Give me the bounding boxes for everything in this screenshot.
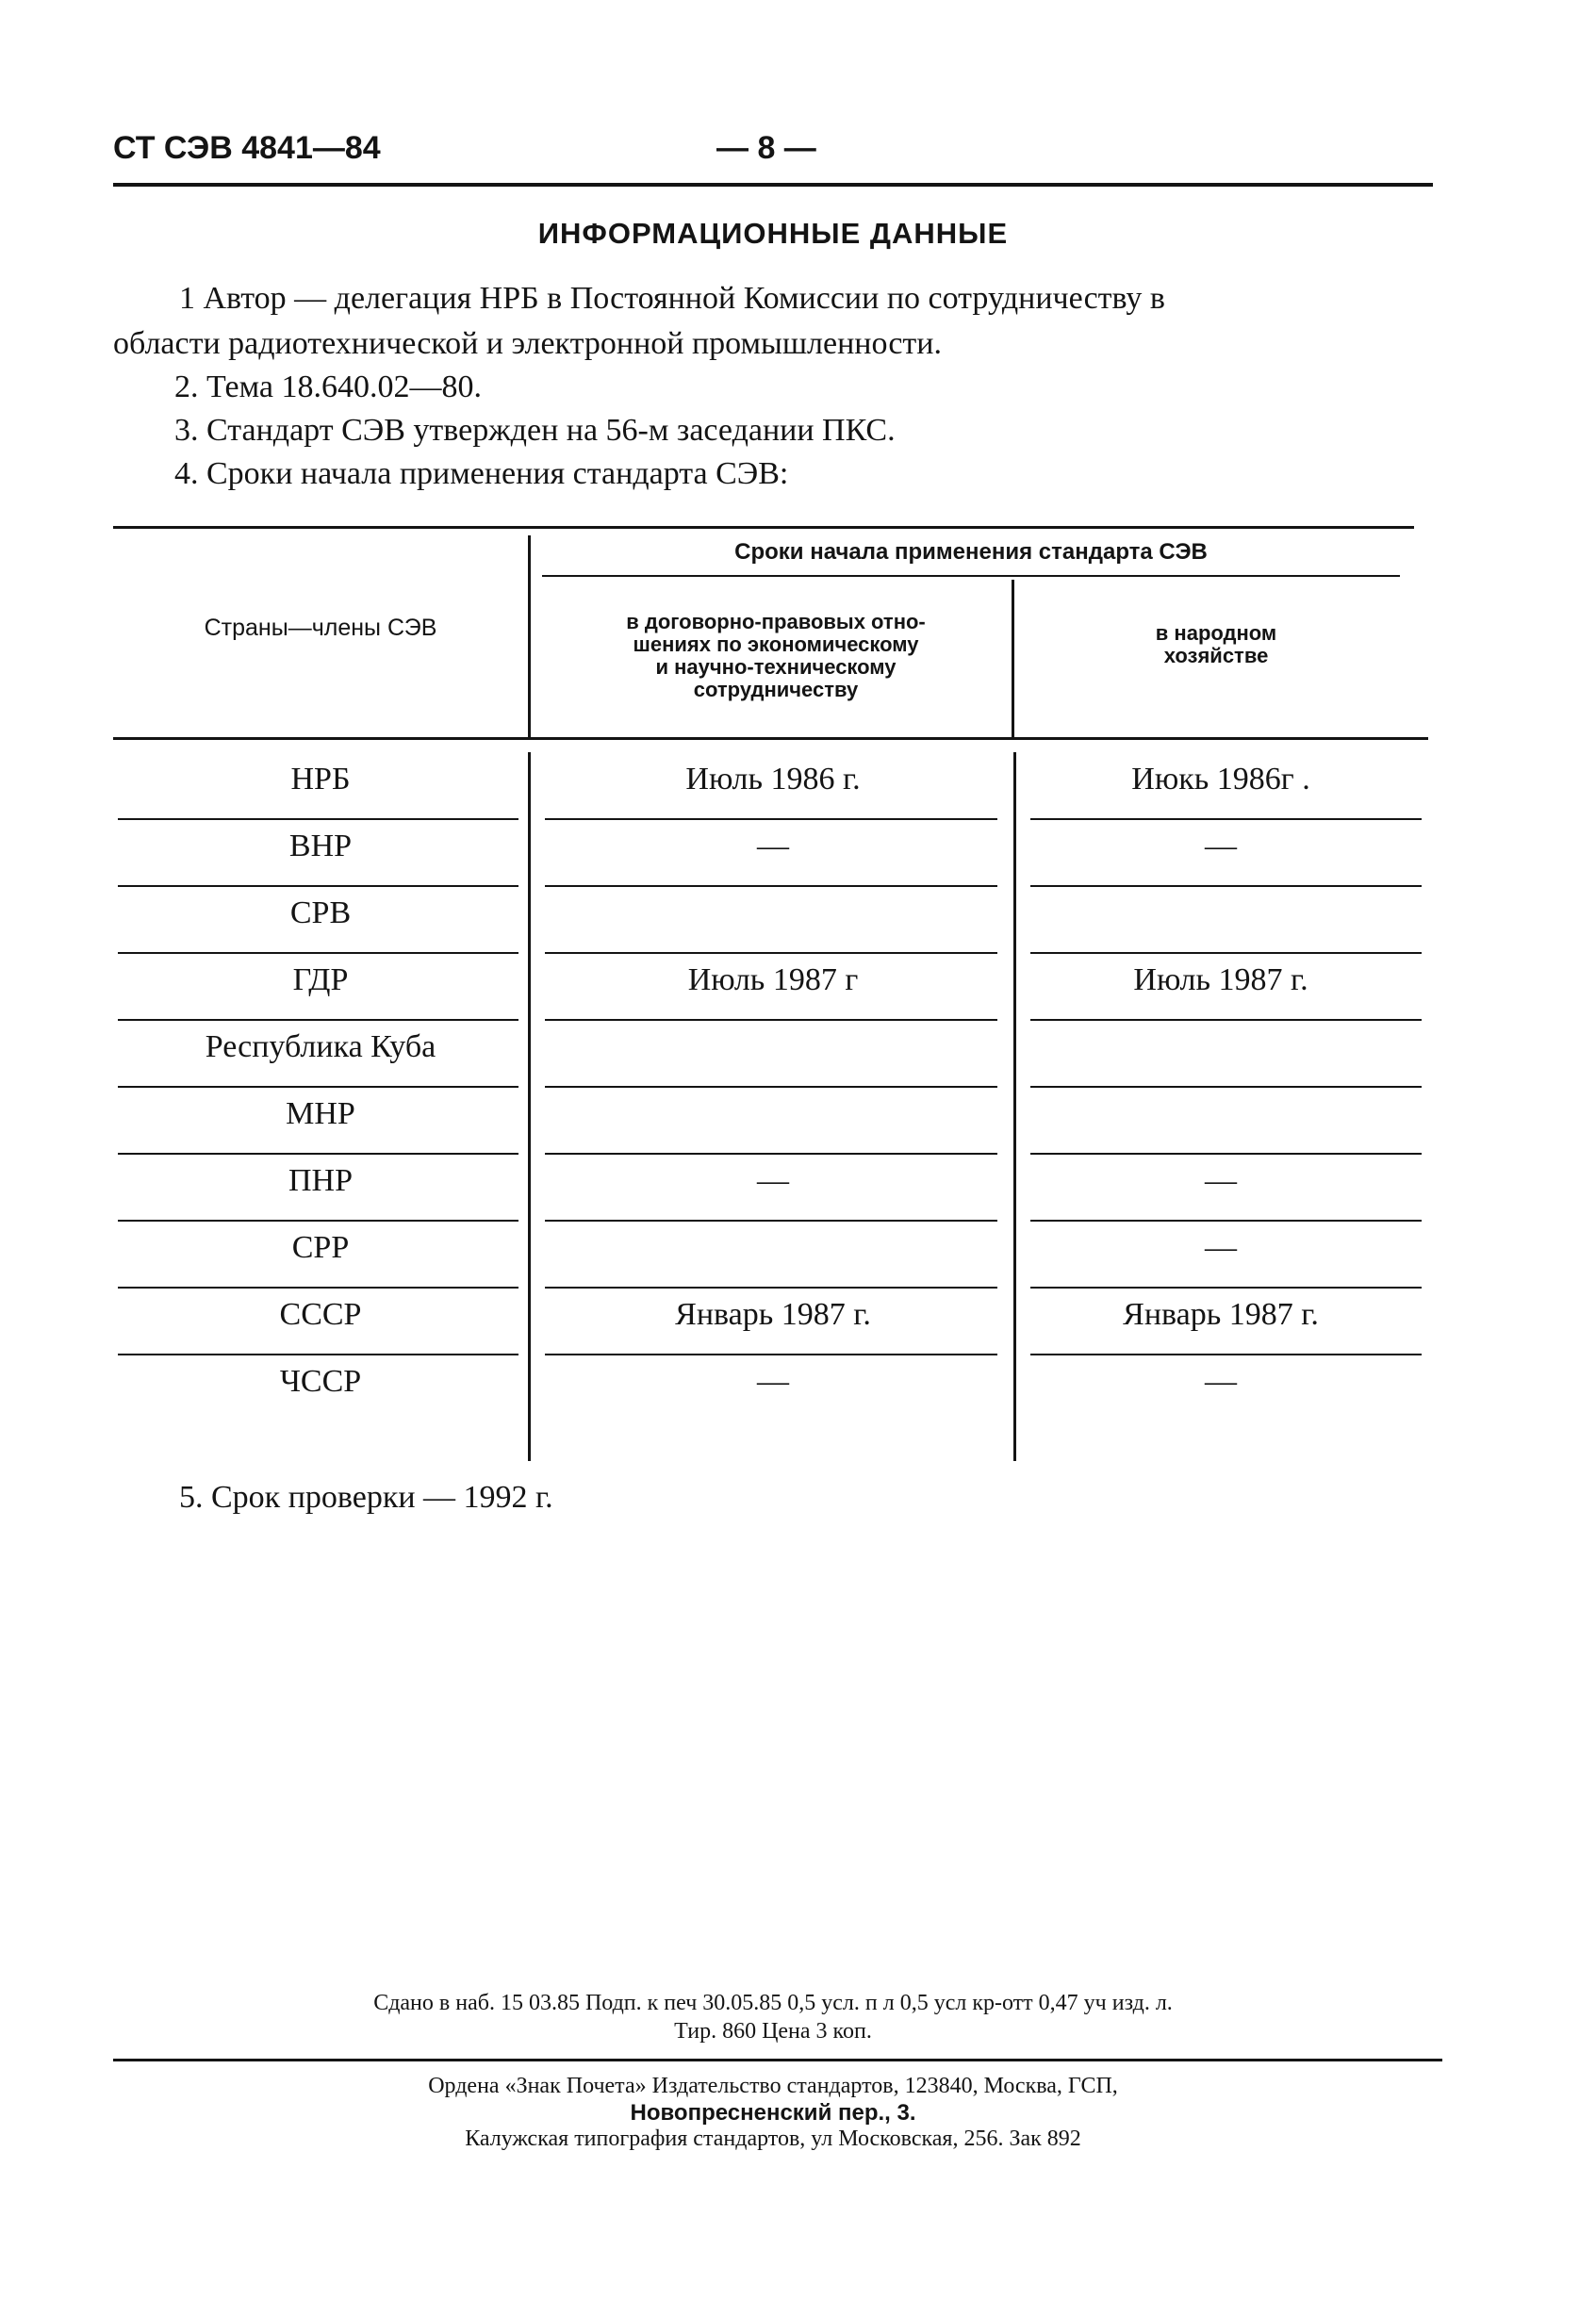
cell-economy: Январь 1987 г.	[1123, 1297, 1319, 1332]
imprint-line-2: Тир. 860 Цена 3 коп.	[674, 2019, 872, 2044]
cell-country: НРБ	[290, 762, 351, 796]
row-rule	[545, 1086, 997, 1088]
row-rule	[1030, 1354, 1422, 1355]
row-rule	[1030, 1287, 1422, 1289]
row-rule	[545, 1153, 997, 1155]
cell-economy: —	[1205, 1364, 1237, 1399]
row-rule	[118, 818, 518, 820]
cell-country: ЧССР	[279, 1364, 362, 1399]
row-rule	[118, 952, 518, 954]
table-vline	[1013, 752, 1016, 1461]
cell-contract: Июль 1987 г	[687, 962, 859, 997]
cell-contract: —	[757, 829, 789, 863]
cell-country: ГДР	[292, 962, 349, 997]
row-rule	[1030, 952, 1422, 954]
row-rule	[118, 1354, 518, 1355]
row-rule	[545, 952, 997, 954]
imprint-rule	[113, 2059, 1442, 2061]
section-title: ИНФОРМАЦИОННЫЕ ДАННЫЕ	[537, 217, 1009, 250]
row-rule	[545, 1354, 997, 1355]
column-header-contract: в договорно-правовых отно- шениях по экономическому и научно-техническому сотрудничеству	[626, 610, 926, 701]
cell-contract: Январь 1987 г.	[675, 1297, 871, 1332]
imprint-line-3: Ордена «Знак Почета» Издательство стандартов, 123840, Москва, ГСП,	[428, 2074, 1118, 2098]
cell-contract: —	[757, 1163, 789, 1198]
cell-economy: Июкь 1986г .	[1131, 762, 1310, 796]
document-id: СТ СЭВ 4841—84	[113, 130, 381, 166]
cell-country: СССР	[279, 1297, 362, 1332]
cell-country: СРВ	[289, 895, 352, 930]
column-header-economy: в народном хозяйстве	[1155, 621, 1277, 667]
item-2: 2. Тема 18.640.02—80.	[174, 369, 482, 404]
row-rule	[118, 1220, 518, 1222]
row-rule	[118, 885, 518, 887]
table-vline	[528, 535, 531, 738]
cell-economy: Июль 1987 г.	[1133, 962, 1308, 997]
item-3: 3. Стандарт СЭВ утвержден на 56-м заседании ПКС.	[174, 413, 896, 448]
header-bottom-rule	[113, 737, 1428, 740]
cell-economy: —	[1205, 1163, 1237, 1198]
header-rule	[113, 183, 1433, 187]
row-rule	[1030, 1153, 1422, 1155]
row-rule	[545, 818, 997, 820]
row-rule	[118, 1153, 518, 1155]
table-top-rule	[113, 526, 1414, 529]
cell-contract: —	[757, 1364, 789, 1399]
row-rule	[1030, 1086, 1422, 1088]
row-rule	[1030, 1019, 1422, 1021]
row-rule	[1030, 1220, 1422, 1222]
row-rule	[118, 1019, 518, 1021]
row-rule	[118, 1287, 518, 1289]
cell-country: ПНР	[288, 1163, 354, 1198]
page-number: — 8 —	[716, 130, 816, 166]
cell-contract: Июль 1986 г.	[685, 762, 861, 796]
table-vline	[528, 752, 531, 1461]
cell-economy: —	[1205, 829, 1237, 863]
item-5: 5. Срок проверки — 1992 г.	[179, 1480, 553, 1515]
group-header-rule	[542, 575, 1400, 577]
imprint-line-5: Калужская типография стандартов, ул Московская, 256. Зак 892	[465, 2127, 1081, 2151]
row-rule	[545, 885, 997, 887]
item-4: 4. Сроки начала применения стандарта СЭВ:	[174, 456, 789, 491]
item-1-line-1: 1 Автор — делегация НРБ в Постоянной Комиссии по сотрудничеству в	[179, 281, 1165, 316]
cell-country: Республика Куба	[205, 1029, 436, 1064]
row-rule	[1030, 885, 1422, 887]
row-rule	[545, 1220, 997, 1222]
cell-country: ВНР	[288, 829, 353, 863]
column-header-group: Сроки начала применения стандарта СЭВ	[734, 539, 1208, 565]
item-1-line-2: области радиотехнической и электронной промышленности.	[113, 326, 942, 361]
column-header-country: Страны—члены СЭВ	[204, 615, 437, 641]
row-rule	[118, 1086, 518, 1088]
imprint-line-4: Новопресненский пер., 3.	[630, 2100, 916, 2126]
cell-country: СРР	[291, 1230, 350, 1265]
row-rule	[1030, 818, 1422, 820]
table-vline	[1012, 580, 1014, 738]
cell-economy: —	[1205, 1230, 1237, 1265]
row-rule	[545, 1019, 997, 1021]
cell-country: МНР	[286, 1096, 355, 1131]
imprint-line-1: Сдано в наб. 15 03.85 Подп. к печ 30.05.85 0,5 усл. п л 0,5 усл кр-отт 0,47 уч изд. л.	[373, 1991, 1173, 2015]
row-rule	[545, 1287, 997, 1289]
